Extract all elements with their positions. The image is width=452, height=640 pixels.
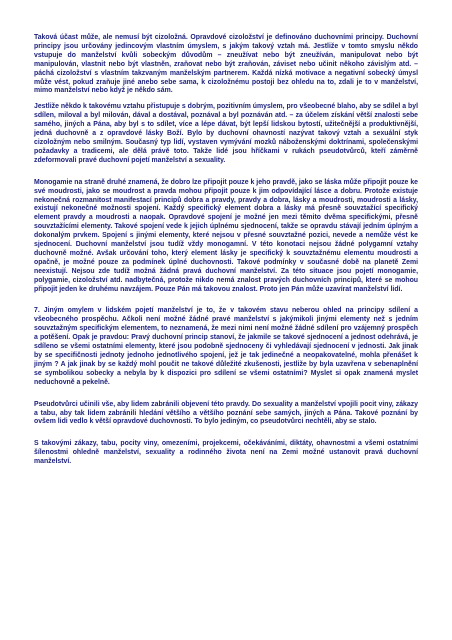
- paragraph-sharing-principle: 7. Jiným omylem v lidském pojetí manželství je to, že v takovém stavu neberou ohled na principy sdílení a všeobecného prospěchu. Ačkoli není možné žádné pravé manželství s jakýmikoli jinými elementy než s jedním souvztažným specifickým elementem, to neznamená, že mezi nimi není možné žádné sdílení pro vzájemný prospěch a potěšení. Opak je pravdou: Pravý duchovní princip stanoví, že jakmile se takové sjednocení a jednost odehrává, je sdíleno se všemi ostatními elementy, které jsou podobně sjednoceny či vyhledávají sjednocení v jednosti. Jak jinak by se specifičnosti jednoty jednoho jednotlivého spojení, jež je tak jedinečné a neopakovatelné, mohla přenášet k jiným ? A jak jinak by se každý mohl poučit ne takové důležité zkušenosti, jestliže by byla uzavřena v sebenaplnění se symbolikou sobecky a nebyla by k dispozici pro sdílení se všemi ostatními? Myslet si opak znamená myslet neduchovně a pekelně.: [34, 307, 418, 386]
- paragraph-adultery-definition: Taková účast může, ale nemusí být cizoložná. Opravdové cizoložství je definováno duchovními principy. Duchovní principy jsou určovány jedincovým vlastním úmyslem, s jakým takový vztah má. Jestliže v tomto smyslu někdo vstupuje do manželství kvůli sobeckým důvodům – zneužívat nebo být zneužíván, manipulovat nebo být manipulován, vlastnit nebo být vlastněn, zraňovat nebo být zraňován, záviset nebo učinit někoho závislým atd. – páchá cizoložství s vlastním takzvaným manželským partnerem. Každá nízká motivace a negativní sobecký úmysl může vést, pokud zraňuje jiné anebo sebe sama, k cizoložnému postoji bez ohledu na to, zdali je to v manželství, mimo manželství nebo když je někdo sám.: [34, 34, 418, 95]
- paragraph-monogamy: Monogamie na straně druhé znamená, že dobro lze připojit pouze k jeho pravdě, jako se láska může připojit pouze ke své moudrosti, jako se moudrost a pravda mohou připojit pouze k jim odpovídající lásce a dobru. Protože existuje nekonečná rozmanitost manifestací principů dobra a pravdy, pravdy a dobra, lásky a moudrosti, moudrosti a lásky, existují nekonečné možnosti spojení. Každý specifický element dobra a lásky má přesně souvztažící specifický element pravdy a moudrosti a naopak. Opravdové spojení je možné jen mezi těmito dvěma specifickými, přesně souvztažícími elementy. Takové spojení vede k jejich úplnému sjednocení, takže se opravdu stávají jedním úplným a dokonalým prvkem. Spojení s jinými elementy, které nejsou v přesné souvztažné pozici, nevede a nemůže vést ke sjednocení. Duchovní manželství jsou tudíž vždy monogamní. V této konotaci nejsou žádné polygamní vztahy duchovně možné. Avšak určování toho, který element lásky je specifický k souvztažnému elementu moudrosti a opačně, je možné pouze za podmínek úplné duchovnosti. Takové podmínky v současné době na planetě Zemi neexistují. Nejsou zde tudíž možná žádná pravá duchovní manželství. Za této situace jsou pojetí monogamie, polygamie, cizoložství atd. nadbytečná, protože nikdo nemá znalost pravých duchovních principů, které se mohou připojit jeden ke druhému navzájem. Pouze Pán má takovou znalost. Proto jen Pán může uzavírat manželství lidí.: [34, 178, 418, 293]
- paragraph-pseudocreators: Pseudotvůrci učinili vše, aby lidem zabránili objevení této pravdy. Do sexuality a manželství vpojili pocit viny, zákazy a tabu, aby tak lidem zabránili hledání většího a většího poznání sebe samých, jiných a Pána. Takové poznání by ovšem lidi vedlo k větší opravdové duchovnosti. To bylo jediným, co pseudotvůrci nechtěli, aby se stalo.: [34, 400, 418, 426]
- paragraph-conclusion: S takovými zákazy, tabu, pocity viny, omezeními, projekcemi, očekáváními, diktáty, ohavnostmi a všemi ostatními šílenostmi ohledně manželství, sexuality a rodinného života není na Zemi možné ustanovit pravá duchovní manželství.: [34, 440, 418, 466]
- paragraph-positive-intent: Jestliže někdo k takovému vztahu přistupuje s dobrým, pozitivním úmyslem, pro všeobecné blaho, aby se sdílel a byl sdílen, miloval a byl milován, dával a dostával, poznával a byl poznáván atd. – za účelem získání větší znalosti sebe samého, jiných a Pána, aby byl s to sdílet, více a lépe dávat, být lepší lidskou bytostí, užitečnější a produktivnější, jedná duchovně a z opravdové lásky Boží. Bylo by duchovní ohavností nazývat takový vztah a sexuální styk cizoložným nebo smilným. Současný typ lidí, vystaven vymývání mozků náboženskými doktrínami, společenskými požadavky a tradicemi, ale dělá právě toto. Takže lidé jsou hříčkami v rukách pseudotvůrců, kteří záměrně zdeformovali pravé duchovní pojetí manželství a sexuality.: [34, 103, 418, 164]
